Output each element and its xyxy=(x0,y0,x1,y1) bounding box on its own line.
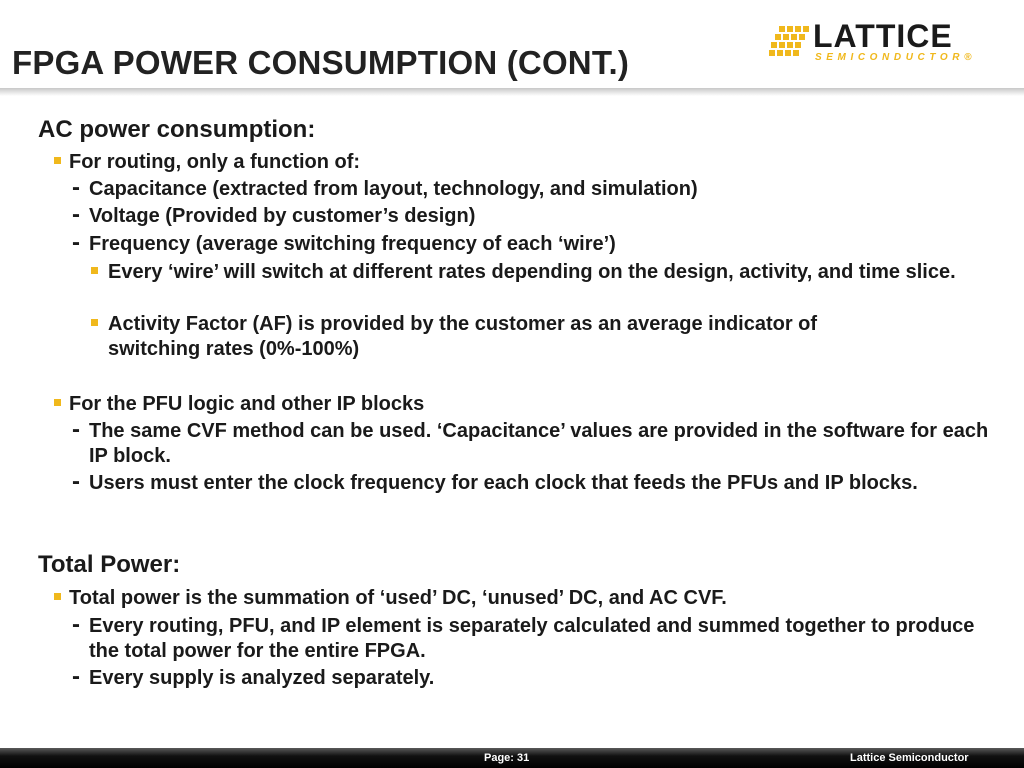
square-bullet-icon xyxy=(54,399,61,406)
dash-bullet-icon: - xyxy=(72,468,80,495)
sub-bullet-item: Voltage (Provided by customer’s design) xyxy=(89,205,476,227)
footer-company: Lattice Semiconductor xyxy=(850,752,969,764)
dash-bullet-icon: - xyxy=(72,416,80,443)
sub-bullet-item: Frequency (average switching frequency of each ‘wire’) xyxy=(89,233,616,255)
logo-subtitle: SEMICONDUCTOR® xyxy=(815,52,977,63)
lattice-grid-icon xyxy=(769,22,813,62)
logo-wordmark: LATTICE xyxy=(813,18,953,54)
sub-bullet-item: Capacitance (extracted from layout, technology, and simulation) xyxy=(89,178,698,200)
square-bullet-icon xyxy=(91,319,98,326)
sub-bullet-item: Users must enter the clock frequency for each clock that feeds the PFUs and IP blocks. xyxy=(89,472,918,494)
dash-bullet-icon: - xyxy=(72,663,80,690)
square-bullet-icon xyxy=(54,593,61,600)
sub-bullet-item: The same CVF method can be used. ‘Capacitance’ values are provided in the software for each IP block. xyxy=(89,420,989,467)
section-heading: Total Power: xyxy=(38,551,181,578)
sub-bullet-item: Every supply is analyzed separately. xyxy=(89,667,435,689)
footer-bar xyxy=(0,748,1024,768)
square-bullet-icon xyxy=(91,267,98,274)
bullet-item: For routing, only a function of: xyxy=(69,151,361,173)
dash-bullet-icon: - xyxy=(72,611,80,638)
title-divider xyxy=(0,88,1024,96)
page-number: Page: 31 xyxy=(484,752,530,764)
dash-bullet-icon: - xyxy=(72,229,80,256)
bullet-item: Total power is the summation of ‘used’ DC, ‘unused’ DC, and AC CVF. xyxy=(69,587,727,609)
dash-bullet-icon: - xyxy=(72,174,80,201)
square-bullet-icon xyxy=(54,157,61,164)
slide-title: FPGA POWER CONSUMPTION (CONT.) xyxy=(12,44,630,81)
section-heading: AC power consumption: xyxy=(38,116,316,143)
sub-sub-bullet-item: Every ‘wire’ will switch at different rates depending on the design, activity, and time slice. xyxy=(108,261,956,283)
lattice-logo xyxy=(769,20,1001,68)
sub-sub-bullet-item: Activity Factor (AF) is provided by the customer as an average indicator of switching rates (0%-100%) xyxy=(108,313,818,360)
bullet-item: For the PFU logic and other IP blocks xyxy=(69,393,425,415)
dash-bullet-icon: - xyxy=(72,201,80,228)
sub-bullet-item: Every routing, PFU, and IP element is separately calculated and summed together to produce the total power for the entire FPGA. xyxy=(89,615,975,662)
